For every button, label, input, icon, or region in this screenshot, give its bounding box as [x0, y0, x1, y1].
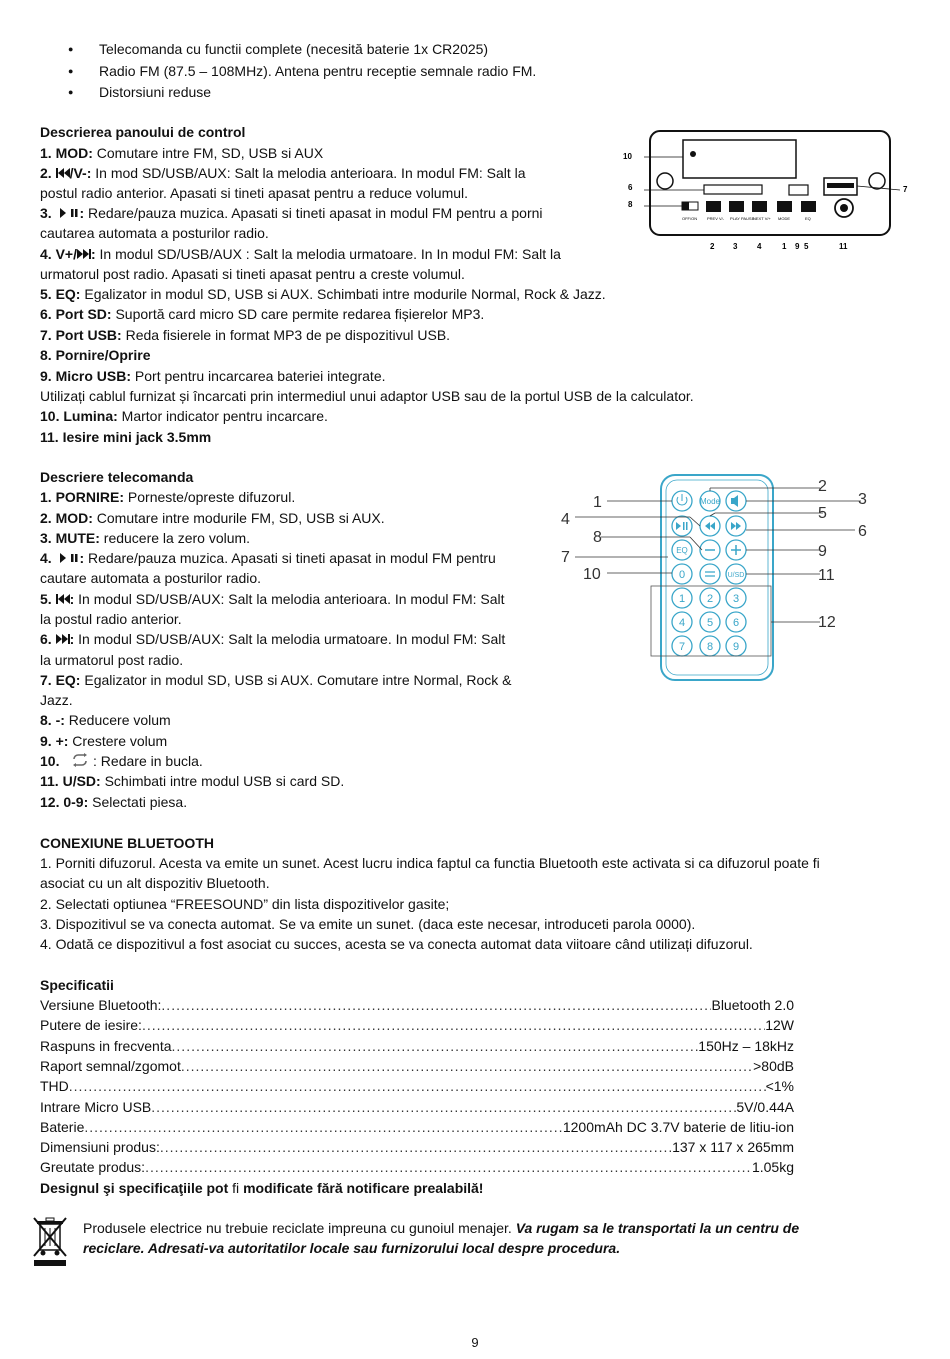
- svg-text:9: 9: [818, 543, 827, 560]
- micro-usb-port: [789, 185, 808, 195]
- spec-row: Baterie ..... 1200mAh DC 3.7V baterie de litiu-ion: [40, 1117, 794, 1137]
- panel-item-8: 8. Pornire/Oprire: [40, 347, 151, 363]
- repeat-icon: [71, 752, 89, 772]
- recycle-text-1: Produsele electrice nu trebuie reciclate impreuna cu gunoiul menajer. Va rugam sa le transportati la un centru de: [83, 1220, 800, 1236]
- svg-text:10: 10: [583, 566, 601, 583]
- svg-text:7: 7: [903, 185, 908, 194]
- bluetooth-line: 3. Dispozitivul se va conecta automat. Se va emite un sunet. (daca este necesar, introduceti parola 0000).: [40, 916, 696, 932]
- svg-text:5: 5: [818, 505, 827, 522]
- svg-text:3: 3: [858, 491, 867, 508]
- svg-text:2: 2: [818, 478, 827, 495]
- prev-track-icon: [56, 590, 70, 610]
- svg-text:PREV V/-: PREV V/-: [707, 216, 725, 221]
- remote-item-10: 10. : Redare in bucla.: [40, 751, 203, 772]
- svg-text:8: 8: [628, 200, 633, 209]
- panel-item-4: 4. V+/ : In modul SD/USB/AUX : Salt la melodia urmatoare. In In modul FM: Salt la: [40, 244, 561, 265]
- repeat-button: [700, 564, 720, 584]
- spec-row: Raport semnal/zgomot ..... >80dB: [40, 1056, 794, 1076]
- remote-item-11: 11. U/SD: Schimbati intre modul USB si card SD.: [40, 773, 345, 789]
- svg-text:U/SD: U/SD: [727, 572, 745, 579]
- weee-bin-icon: [32, 1216, 68, 1268]
- svg-text:Mode: Mode: [699, 497, 721, 506]
- specs-disclaimer: Designul şi specificaţiile pot fi modificate fără notificare prealabilă!: [40, 1180, 484, 1196]
- svg-text:12: 12: [818, 614, 836, 631]
- panel-item-11: 11. Iesire mini jack 3.5mm: [40, 429, 212, 445]
- svg-text:9: 9: [732, 641, 740, 653]
- svg-text:5: 5: [804, 242, 809, 251]
- spec-row: Raspuns in frecventa ..... 150Hz – 18kHz: [40, 1036, 794, 1056]
- bluetooth-line: 4. Odată ce dispozitivul a fost asociat cu succes, acesta se va conecta automat data viitoare când utilizați difuzorul.: [40, 936, 753, 952]
- svg-text:7: 7: [561, 549, 570, 566]
- bullet-item: ● Distorsiuni reduse: [68, 82, 536, 104]
- svg-text:9: 9: [795, 242, 800, 251]
- panel-item-2-cont: postul radio anterior. Apasati si tineti apasat pentru a reduce volumul.: [40, 185, 469, 201]
- spec-row: Versiune Bluetooth: ..... Bluetooth 2.0: [40, 995, 794, 1015]
- remote-item-6: 6. : In modul SD/USB/AUX: Salt la melodia urmatoare. In modul FM: Salt: [40, 629, 505, 650]
- next-track-icon: [77, 245, 91, 265]
- bluetooth-line: asociat cu un alt dispozitiv Bluetooth.: [40, 875, 270, 891]
- svg-text:3: 3: [732, 593, 740, 605]
- recycle-text-2: reciclare. Adresati-va autoritatilor locale sau furnizorului local despre procedura.: [83, 1240, 621, 1256]
- play-pause-icon: [59, 204, 79, 224]
- panel-item-5: 5. EQ: Egalizator in modul SD, USB si AUX. Schimbati intre modurile Normal, Rock & Jazz.: [40, 286, 606, 302]
- panel-item-10: 10. Lumina: Martor indicator pentru incarcare.: [40, 408, 328, 424]
- remote-item-7: 7. EQ: Egalizator in modul SD, USB si AUX. Comutare intre Normal, Rock &: [40, 672, 512, 688]
- remote-item-12: 12. 0-9: Selectati piesa.: [40, 794, 188, 810]
- panel-display: [683, 140, 796, 178]
- page-number: 9: [471, 1335, 479, 1350]
- remote-item-6-cont: la urmatorul post radio.: [40, 652, 184, 668]
- bluetooth-heading: CONEXIUNE BLUETOOTH: [40, 835, 214, 851]
- remote-item-8: 8. -: Reducere volum: [40, 712, 171, 728]
- svg-text:2: 2: [710, 242, 715, 251]
- svg-text:4: 4: [678, 617, 686, 629]
- prev-track-icon: [56, 164, 70, 184]
- remote-item-2: 2. MOD: Comutare intre modurile FM, SD, USB si AUX.: [40, 510, 385, 526]
- svg-text:8: 8: [706, 641, 714, 653]
- spec-row: Intrare Micro USB ..... 5V/0.44A: [40, 1097, 794, 1117]
- panel-item-7: 7. Port USB: Reda fisierele in format MP3 de pe dispozitivul USB.: [40, 327, 451, 343]
- svg-text:3: 3: [733, 242, 738, 251]
- svg-text:10: 10: [623, 152, 632, 161]
- spec-row: Putere de iesire: ..... 12W: [40, 1015, 794, 1035]
- svg-text:EQ: EQ: [805, 216, 811, 221]
- remote-item-1: 1. PORNIRE: Porneste/opreste difuzorul.: [40, 489, 296, 505]
- panel-led: [690, 151, 696, 157]
- feature-bullets: [68, 39, 536, 104]
- panel-item-4-cont: urmatorul post radio. Apasati si tineti apasat pentru a creste volumul.: [40, 266, 465, 282]
- svg-text:0: 0: [678, 569, 686, 581]
- remote-item-4-cont: cautare automata a posturilor radio.: [40, 570, 262, 586]
- svg-text:8: 8: [593, 529, 602, 546]
- bullet-item: ● Radio FM (87.5 – 108MHz). Antena pentru receptie semnale radio FM.: [68, 61, 536, 83]
- remote-diagram: [555, 470, 875, 685]
- svg-text:EQ: EQ: [676, 546, 688, 555]
- bluetooth-line: 2. Selectati optiunea “FREESOUND” din lista dispozitivelor gasite;: [40, 896, 450, 912]
- panel-item-6: 6. Port SD: Suportă card micro SD care permite redarea fișierelor MP3.: [40, 306, 485, 322]
- svg-text:PLAY PAUSE: PLAY PAUSE: [730, 216, 755, 221]
- panel-item-2: 2. /V-: In mod SD/USB/AUX: Salt la melodia anterioara. In modul FM: Salt la: [40, 163, 526, 184]
- remote-item-3: 3. MUTE: reducere la zero volum.: [40, 530, 251, 546]
- remote-item-5-cont: la postul radio anterior.: [40, 611, 182, 627]
- spec-row: THD ..... <1%: [40, 1076, 794, 1096]
- remote-item-4: 4. : Redare/pauza muzica. Apasati si tineti apasat in modul FM pentru: [40, 548, 496, 569]
- svg-text:6: 6: [858, 523, 867, 540]
- panel-item-9: 9. Micro USB: Port pentru incarcarea bateriei integrate.: [40, 368, 386, 384]
- svg-text:MODE: MODE: [778, 216, 790, 221]
- svg-text:1: 1: [678, 593, 686, 605]
- svg-text:1: 1: [782, 242, 787, 251]
- svg-text:1: 1: [593, 494, 602, 511]
- bluetooth-line: 1. Porniti difuzorul. Acesta va emite un sunet. Acest lucru indica faptul ca functia Bluetooth este activata si ca difuzorul poate fi: [40, 855, 820, 871]
- remote-item-9: 9. +: Crestere volum: [40, 733, 168, 749]
- svg-text:4: 4: [561, 511, 570, 528]
- svg-text:6: 6: [732, 617, 740, 629]
- svg-text:2: 2: [706, 593, 714, 605]
- control-panel-diagram: [620, 128, 920, 254]
- panel-item-9-cont: Utilizați cablul furnizat și încarcati prin intermediul unui adaptor USB sau de la portul USB de la calculator.: [40, 388, 694, 404]
- panel-heading: Descrierea panoului de control: [40, 124, 246, 140]
- play-pause-icon: [59, 549, 79, 569]
- spec-row: Dimensiuni produs: ..... 137 x 117 x 265mm: [40, 1137, 794, 1157]
- bullet-item: ● Telecomanda cu functii complete (necesită baterie 1x CR2025): [68, 39, 536, 61]
- svg-text:6: 6: [628, 183, 633, 192]
- spec-row: Greutate produs: ..... 1.05kg: [40, 1157, 794, 1177]
- svg-text:4: 4: [757, 242, 762, 251]
- next-track-icon: [56, 630, 70, 650]
- panel-item-1: 1. MOD: Comutare intre FM, SD, USB si AUX: [40, 145, 324, 161]
- svg-text:5: 5: [706, 617, 714, 629]
- svg-text:11: 11: [839, 242, 848, 251]
- sd-slot: [704, 185, 762, 194]
- panel-item-3-cont: cautarea automata a posturilor radio.: [40, 225, 269, 241]
- panel-item-3: 3. : Redare/pauza muzica. Apasati si tineti apasat in modul FM pentru a porni: [40, 203, 543, 224]
- play-pause-button: [672, 516, 692, 536]
- remote-item-5: 5. : In modul SD/USB/AUX: Salt la melodia anterioara. In modul FM: Salt: [40, 589, 505, 610]
- specs-heading: Specificatii: [40, 977, 114, 993]
- svg-text:OFF/ON: OFF/ON: [682, 216, 698, 221]
- remote-heading: Descriere telecomanda: [40, 469, 194, 485]
- svg-text:11: 11: [818, 567, 835, 584]
- remote-item-7-cont: Jazz.: [40, 692, 73, 708]
- svg-text:7: 7: [678, 641, 686, 653]
- svg-text:NEXT V/+: NEXT V/+: [753, 216, 771, 221]
